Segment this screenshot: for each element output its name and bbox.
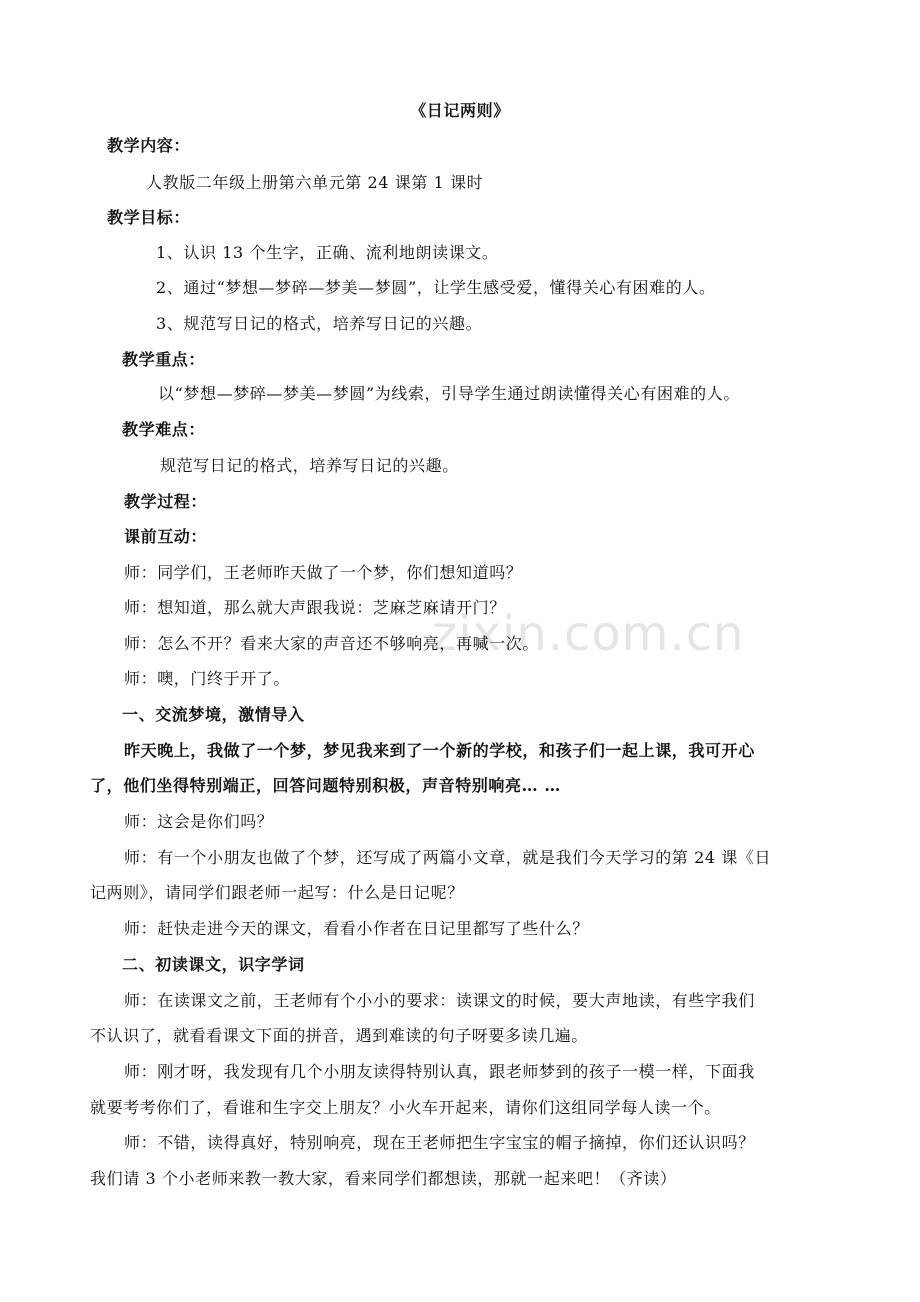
dialogue-line: 师：想知道，那么就大声跟我说：芝麻芝麻请开门？	[124, 598, 506, 617]
goal-item-1: 1、认识 13 个生字，正确、流利地朗读课文。	[156, 243, 499, 262]
heading-teaching-goals: 教学目标：	[107, 208, 191, 227]
heading-key-points: 教学重点：	[122, 350, 206, 369]
teaching-content-text: 人教版二年级上册第六单元第 24 课第 1 课时	[146, 173, 484, 192]
dialogue-line-continued: 不认识了，就看看课文下面的拼音，遇到难读的句子呀要多读几遍。	[90, 1026, 589, 1045]
heading-teaching-process: 教学过程：	[124, 492, 208, 511]
key-points-text: 以“梦想—梦碎—梦美—梦圆”为线索，引导学生通过朗读懂得关心有困难的人。	[158, 384, 740, 403]
dialogue-line: 师：在读课文之前，王老师有个小小的要求：读课文的时候，要大声地读，有些字我们	[124, 991, 755, 1010]
dialogue-line: 师：这会是你们吗？	[124, 812, 274, 831]
difficult-points-text: 规范写日记的格式，培养写日记的兴趣。	[160, 456, 459, 475]
dialogue-line: 师：赶快走进今天的课文，看看小作者在日记里都写了些什么？	[124, 919, 589, 938]
heading-difficult-points: 教学难点：	[122, 420, 206, 439]
dialogue-line: 师：有一个小朋友也做了个梦，还写成了两篇小文章，就是我们今天学习的第 24 课《日	[124, 848, 772, 867]
paragraph-dream-line-1: 昨天晚上，我做了一个梦，梦见我来到了一个新的学校，和孩子们一起上课，我可开心	[124, 741, 755, 760]
heading-pre-class: 课前互动：	[124, 527, 208, 546]
dialogue-line: 师：噢，门终于开了。	[124, 669, 291, 688]
dialogue-line: 师：同学们，王老师昨天做了一个梦，你们想知道吗？	[124, 563, 523, 582]
goal-item-3: 3、规范写日记的格式，培养写日记的兴趣。	[156, 314, 483, 333]
section-heading-2: 二、初读课文，识字学词	[122, 955, 305, 974]
heading-teaching-content: 教学内容：	[107, 136, 191, 155]
watermark: zixin.com.cn	[432, 606, 745, 662]
paragraph-dream-line-2: 了，他们坐得特别端正，回答问题特别积极，声音特别响亮… …	[90, 776, 561, 795]
section-heading-1: 一、交流梦境，激情导入	[122, 705, 305, 724]
dialogue-line: 师：刚才呀，我发现有几个小朋友读得特别认真，跟老师梦到的孩子一模一样，下面我	[124, 1062, 755, 1081]
dialogue-line-continued: 就要考考你们了，看谁和生字交上朋友？小火车开起来，请你们这组同学每人读一个。	[90, 1098, 721, 1117]
dialogue-line: 师：不错，读得真好，特别响亮，现在王老师把生字宝宝的帽子摘掉，你们还认识吗？	[124, 1133, 755, 1152]
document-title: 《日记两则》	[410, 101, 510, 120]
dialogue-line-continued: 我们请 3 个小老师来教一教大家，看来同学们都想读，那就一起来吧！（齐读）	[90, 1169, 677, 1188]
dialogue-line: 师：怎么不开？看来大家的声音还不够响亮，再喊一次。	[124, 634, 540, 653]
goal-item-2: 2、通过“梦想—梦碎—梦美—梦圆”，让学生感受爱，懂得关心有困难的人。	[156, 278, 716, 297]
dialogue-line-continued: 记两则》，请同学们跟老师一起写：什么是日记呢？	[90, 883, 464, 902]
